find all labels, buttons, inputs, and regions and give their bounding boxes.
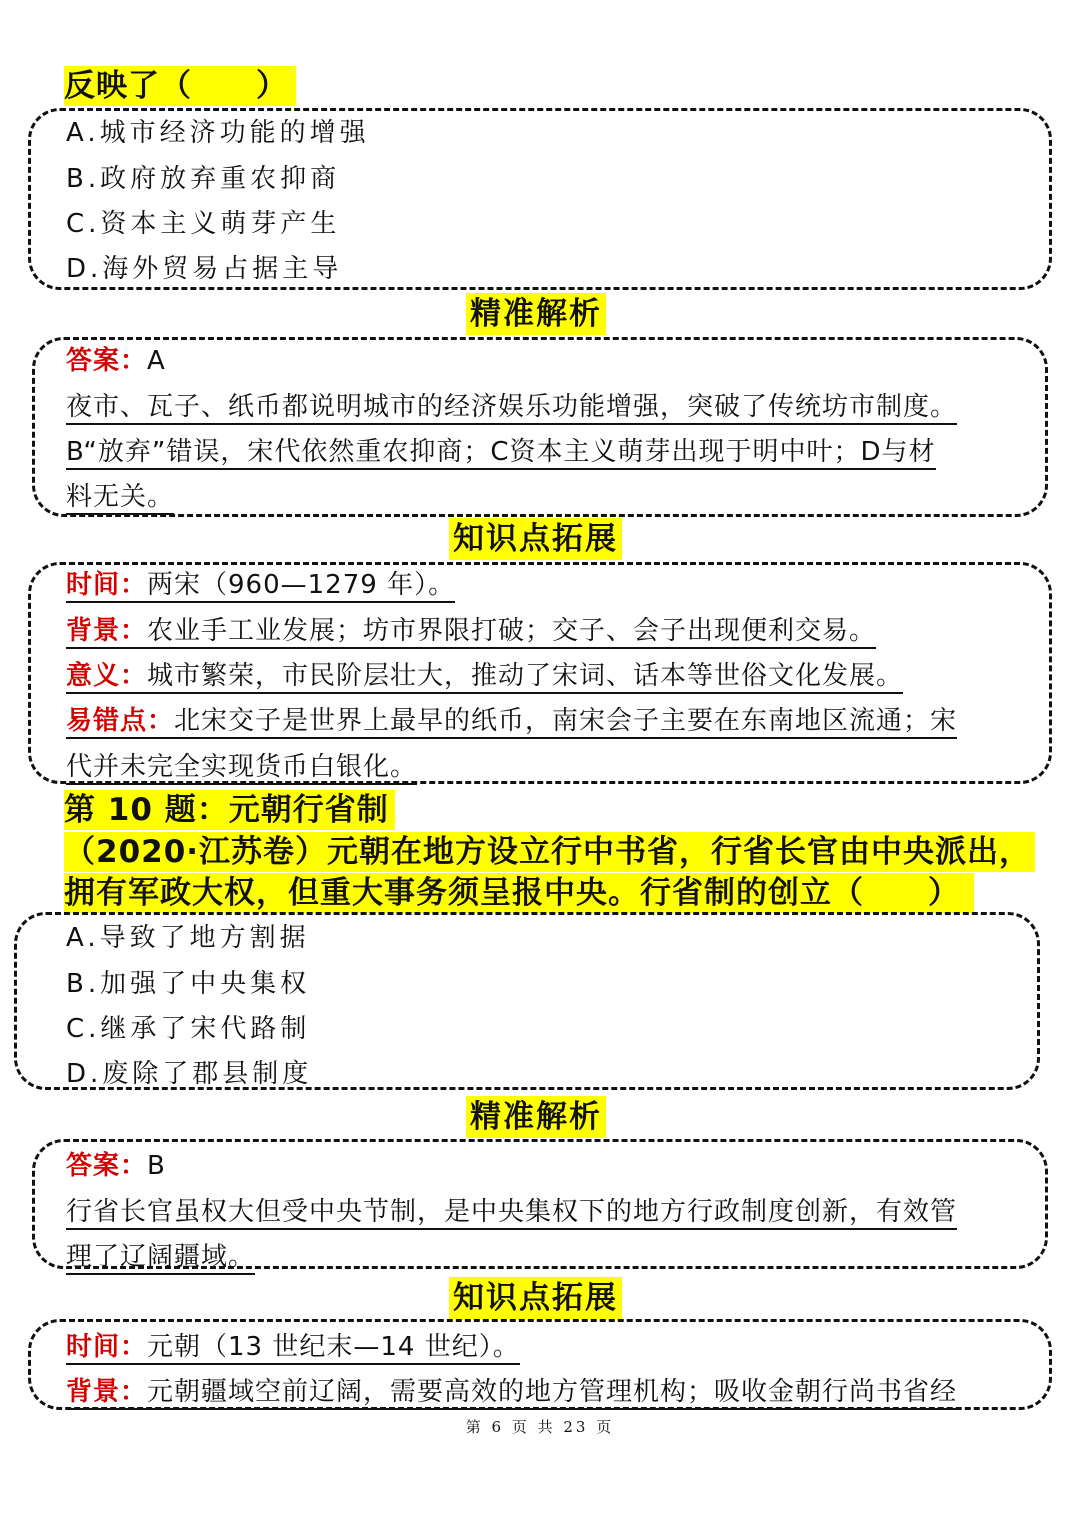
q10-stem-line-1: （2020·江苏卷）元朝在地方设立行中书省，行省长官由中央派出， [64,832,1035,872]
q10-analysis-title: 精准解析 [466,1096,606,1138]
q9-analysis-title: 精准解析 [466,293,606,335]
q10-title: 第 10 题：元朝行省制 [64,790,395,830]
q10-answer [66,1149,166,1183]
q9-ext-significance [66,659,903,693]
ext-text: 城市繁荣，市民阶层壮大，推动了宋词、话本等世俗文化发展。 [147,661,904,691]
q10-ext-time [66,1330,538,1364]
q10-ext-background [66,1375,957,1409]
answer-label: 答案： [66,1151,148,1181]
q10-stem-line-2: 拥有军政大权，但重大事务须呈报中央。行省制的创立（ ） [64,873,974,913]
q9-option-b[interactable]: B.政府放弃重农抑商 [66,164,341,194]
page-footer: 第 6 页 共 23 页 [465,1418,615,1436]
q9-option-a[interactable]: A.城市经济功能的增强 [66,118,370,148]
ext-label: 易错点： [66,706,175,736]
q9-extension-title: 知识点拓展 [449,518,622,560]
q9-ext-background [66,614,876,648]
ext-text: 元朝（13 世纪末—14 世纪）。 [147,1332,520,1362]
ext-label: 时间： [66,1332,148,1362]
ext-text: 两宋（960—1279 年）。 [147,570,456,600]
q9-analysis-line-1 [66,390,957,424]
ext-text: 元朝疆域空前辽阔，需要高效的地方管理机构；吸收金朝行尚书省经 [147,1377,958,1407]
ext-label: 意义： [66,661,148,691]
q9-stem-tail: 反映了（ ） [64,66,296,106]
q9-analysis-line-3 [66,480,202,514]
analysis-text: B“放弃”错误，宋代依然重农抑商；C资本主义萌芽出现于明中叶；D与材 [66,437,936,470]
ext-text: 农业手工业发展；坊市界限打破；交子、会子出现便利交易。 [147,616,877,646]
ext-label: 背景： [66,616,148,646]
answer-value: B [147,1151,166,1181]
q9-ext-pitfall-cont [66,750,417,784]
q10-analysis-line-2 [66,1240,311,1274]
analysis-text: 理了辽阔疆域。 [66,1242,255,1275]
q10-analysis-line-1 [66,1195,957,1229]
ext-text: 北宋交子是世界上最早的纸币，南宋会子主要在东南地区流通；宋 [174,706,958,736]
q9-option-c[interactable]: C.资本主义萌芽产生 [66,209,341,239]
answer-value: A [147,346,166,376]
q9-answer [66,344,166,378]
ext-text: 代并未完全实现货币白银化。 [66,752,417,785]
q10-extension-title: 知识点拓展 [449,1277,622,1319]
q9-ext-pitfall [66,704,957,738]
analysis-text: 行省长官虽权大但受中央节制，是中央集权下的地方行政制度创新，有效管 [66,1197,957,1230]
analysis-text: 料无关。 [66,482,174,515]
q10-option-c[interactable]: C.继承了宋代路制 [66,1014,311,1044]
q10-option-a[interactable]: A.导致了地方割据 [66,923,310,953]
ext-label: 背景： [66,1377,148,1407]
answer-label: 答案： [66,346,148,376]
q9-option-d[interactable]: D.海外贸易占据主导 [66,254,343,284]
q9-analysis-line-2 [66,435,936,469]
q10-option-b[interactable]: B.加强了中央集权 [66,969,311,999]
analysis-text: 夜市、瓦子、纸币都说明城市的经济娱乐功能增强，突破了传统坊市制度。 [66,392,957,425]
q10-option-d[interactable]: D.废除了郡县制度 [66,1059,313,1089]
ext-label: 时间： [66,570,148,600]
q9-ext-time [66,568,455,602]
